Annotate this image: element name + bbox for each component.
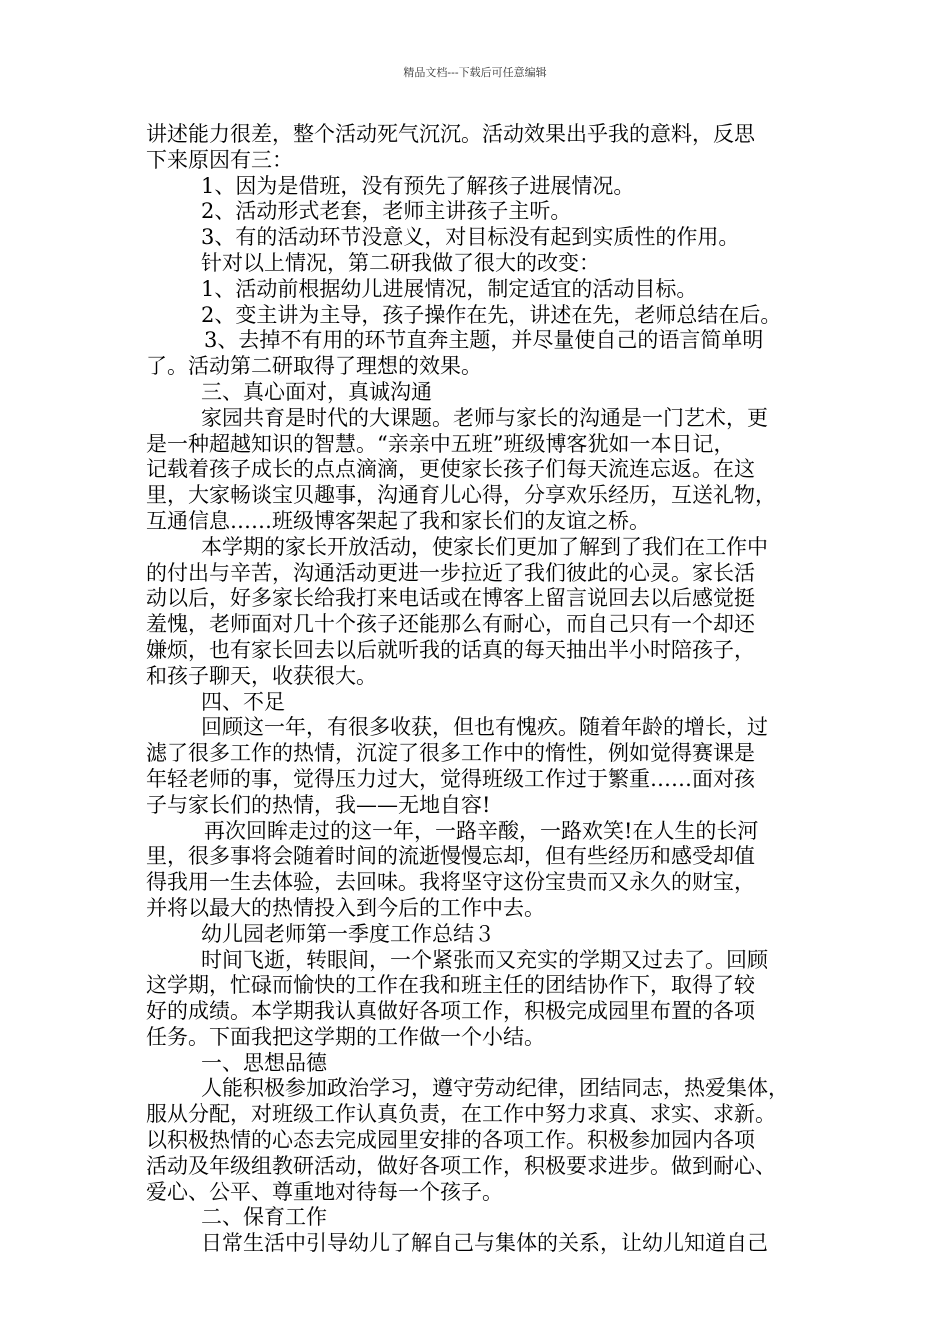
text-line: 了。活动第二研取得了理想的效果。 — [146, 354, 482, 379]
text-line: 四、不足 — [201, 689, 285, 714]
text-line: 二、保育工作 — [201, 1205, 327, 1230]
text-line: 这学期，忙碌而愉快的工作在我和班主任的团结协作下，取得了较 — [146, 973, 755, 998]
text-line: 和孩子聊天，收获很大。 — [146, 663, 377, 688]
text-line: 任务。下面我把这学期的工作做一个小结。 — [146, 1024, 545, 1049]
text-line: 的付出与辛苦，沟通活动更进一步拉近了我们彼此的心灵。家长活 — [146, 560, 755, 585]
text-line: 2、变主讲为主导，孩子操作在先，讲述在先，老师总结在后。 — [201, 302, 782, 327]
text-line: 动以后，好多家长给我打来电话或在博客上留言说回去以后感觉挺 — [146, 586, 755, 611]
text-line: 家园共育是时代的大课题。老师与家长的沟通是一门艺术，更 — [201, 405, 768, 430]
text-line: 爱心、公平、尊重地对待每一个孩子。 — [146, 1179, 503, 1204]
text-line: 人能积极参加政治学习，遵守劳动纪律，团结同志，热爱集体， — [201, 1076, 789, 1101]
text-line: 下来原因有三： — [146, 147, 293, 172]
text-line: 子与家长们的热情，我——无地自容! — [146, 792, 491, 817]
text-line: 嫌烦，也有家长回去以后就听我的话真的每天抽出半小时陪孩子， — [146, 637, 755, 662]
text-line: 回顾这一年，有很多收获，但也有愧疚。随着年龄的增长，过 — [201, 715, 768, 740]
text-line: 3、有的活动环节没意义，对目标没有起到实质性的作用。 — [201, 225, 740, 250]
text-line: 年轻老师的事，觉得压力过大，觉得班级工作过于繁重……面对孩 — [146, 766, 755, 791]
text-line: 幼儿园老师第一季度工作总结３ — [201, 921, 495, 946]
text-line: 日常生活中引导幼儿了解自己与集体的关系，让幼儿知道自己 — [201, 1231, 768, 1256]
text-line: 以积极热情的心态去完成园里安排的各项工作。积极参加园内各项 — [146, 1128, 755, 1153]
text-line: 讲述能力很差，整个活动死气沉沉。活动效果出乎我的意料，反思 — [146, 122, 755, 146]
text-line: 本学期的家长开放活动，使家长们更加了解到了我们在工作中 — [201, 534, 768, 559]
text-line: 里，很多事将会随着时间的流逝慢慢忘却，但有些经历和感受却值 — [146, 844, 755, 869]
text-line: 里，大家畅谈宝贝趣事，沟通育儿心得，分享欢乐经历，互送礼物， — [146, 483, 776, 508]
text-line: 三、真心面对，真诚沟通 — [201, 379, 432, 404]
text-line: 是一种超越知识的智慧。“亲亲中五班”班级博客犹如一本日记， — [146, 431, 735, 456]
text-line: 羞愧，老师面对几十个孩子还能那么有耐心，而自己只有一个却还 — [146, 612, 755, 637]
text-line: 并将以最大的热情投入到今后的工作中去。 — [146, 895, 545, 920]
text-line: 1、因为是借班，没有预先了解孩子进展情况。 — [201, 173, 635, 198]
text-line: 活动及年级组教研活动，做好各项工作，积极要求进步。做到耐心、 — [146, 1153, 776, 1178]
text-line: 服从分配，对班级工作认真负责，在工作中努力求真、求实、求新。 — [146, 1102, 776, 1127]
text-line: 1、活动前根据幼儿进展情况，制定适宜的活动目标。 — [201, 276, 698, 301]
text-line: 滤了很多工作的热情，沉淀了很多工作中的惰性，例如觉得赛课是 — [146, 741, 755, 766]
text-line: 3、去掉不有用的环节直奔主题，并尽量使自己的语言简单明 — [204, 328, 764, 353]
text-line: 2、活动形式老套，老师主讲孩子主听。 — [201, 199, 572, 224]
text-line: 得我用一生去体验，去回味。我将坚守这份宝贵而又永久的财宝， — [146, 870, 755, 895]
text-line: 再次回眸走过的这一年，一路辛酸，一路欢笑!在人生的长河 — [204, 818, 759, 843]
text-line: 好的成绩。本学期我认真做好各项工作，积极完成园里布置的各项 — [146, 999, 755, 1024]
text-line: 互通信息……班级博客架起了我和家长们的友谊之桥。 — [146, 508, 650, 533]
text-line: 一、思想品德 — [201, 1050, 327, 1075]
page-header: 精品文档---下载后可任意编辑 — [403, 66, 547, 79]
text-line: 时间飞逝，转眼间，一个紧张而又充实的学期又过去了。回顾 — [201, 947, 768, 972]
text-line: 记载着孩子成长的点点滴滴，更使家长孩子们每天流连忘返。在这 — [146, 457, 755, 482]
document-body — [146, 122, 818, 1257]
text-line: 针对以上情况，第二研我做了很大的改变： — [201, 250, 600, 275]
